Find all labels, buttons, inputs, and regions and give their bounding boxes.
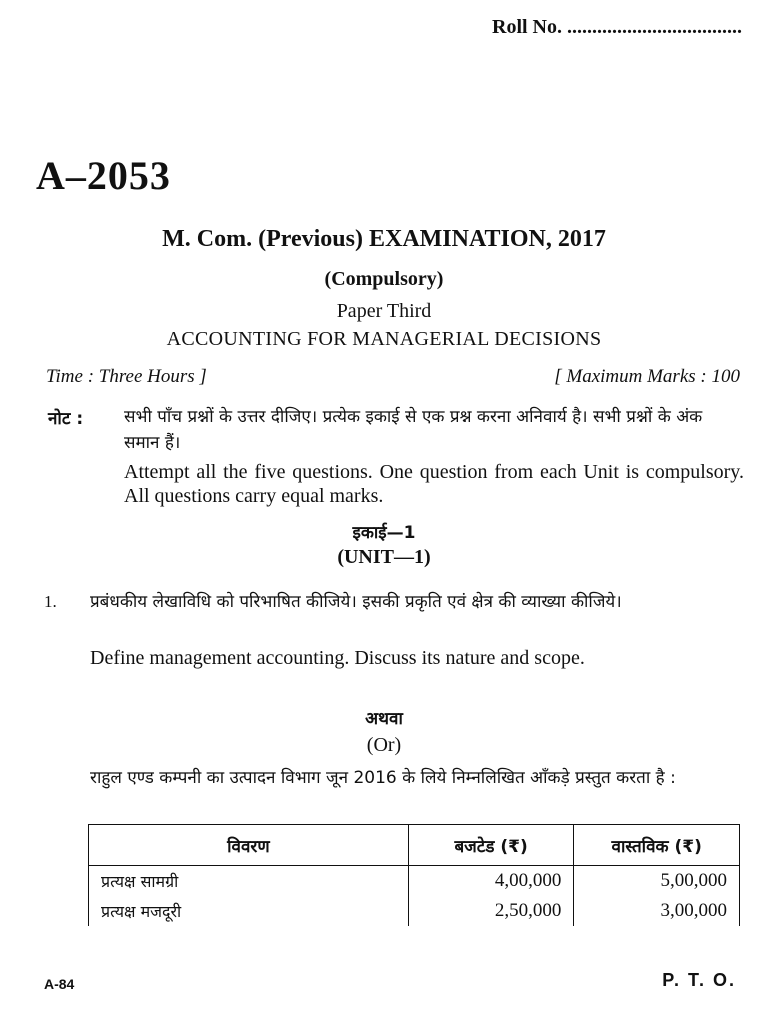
table-cell-actual: 5,00,000 <box>574 866 740 897</box>
table-header-cell: वास्तविक (₹) <box>574 825 740 866</box>
alternate-question-hindi: राहुल एण्ड कम्पनी का उत्पादन विभाग जून 2016 के लिये निम्नलिखित आँकड़े प्रस्तुत करता है : <box>90 768 676 788</box>
table-header-cell: बजटेड (₹) <box>408 825 574 866</box>
table-cell-actual: 3,00,000 <box>574 896 740 926</box>
budget-table <box>88 824 740 926</box>
table-cell-item: प्रत्यक्ष सामग्री <box>89 866 409 897</box>
maximum-marks: [ Maximum Marks : 100 <box>554 366 740 387</box>
paper-subject: ACCOUNTING FOR MANAGERIAL DECISIONS <box>166 328 602 350</box>
question-text-english: Define management accounting. Discuss its nature and scope. <box>90 647 585 669</box>
paper-number: Paper Third <box>336 300 432 322</box>
please-turn-over: P. T. O. <box>662 970 736 990</box>
unit-heading-hindi: इकाई—1 <box>352 523 416 543</box>
unit-heading-english: (UNIT—1) <box>337 546 431 568</box>
or-separator-english: (Or) <box>366 734 402 756</box>
page-code: A-84 <box>44 976 75 992</box>
note-hindi: सभी पाँच प्रश्नों के उत्तर दीजिए। प्रत्येक इकाई से एक प्रश्न करना अनिवार्य है। सभी प्रश्नों के अंक समान हैं। <box>124 407 703 453</box>
paper-category: (Compulsory) <box>324 268 444 290</box>
time-allowed: Time : Three Hours ] <box>46 366 207 387</box>
exam-title: M. Com. (Previous) EXAMINATION, 2017 <box>162 226 606 252</box>
roll-number: Roll No. ................................... <box>492 16 742 38</box>
table-cell-item: प्रत्यक्ष मजदूरी <box>89 896 409 926</box>
paper-code: A–2053 <box>36 153 171 198</box>
note-english: Attempt all the five questions. One question from each Unit is compulsory. All questions carry equal marks. <box>124 461 744 507</box>
table-row <box>89 866 740 897</box>
table-row <box>89 896 740 926</box>
table-cell-budgeted: 4,00,000 <box>408 866 574 897</box>
or-separator-hindi: अथवा <box>365 709 403 729</box>
question-text-hindi: प्रबंधकीय लेखाविधि को परिभाषित कीजिये। इसकी प्रकृति एवं क्षेत्र की व्याख्या कीजिये। <box>90 592 622 612</box>
table-cell-budgeted: 2,50,000 <box>408 896 574 926</box>
table-header-row <box>89 825 740 866</box>
table-header-cell: विवरण <box>89 825 409 866</box>
question-number: 1. <box>44 592 57 611</box>
note-label: नोट : <box>48 409 84 429</box>
